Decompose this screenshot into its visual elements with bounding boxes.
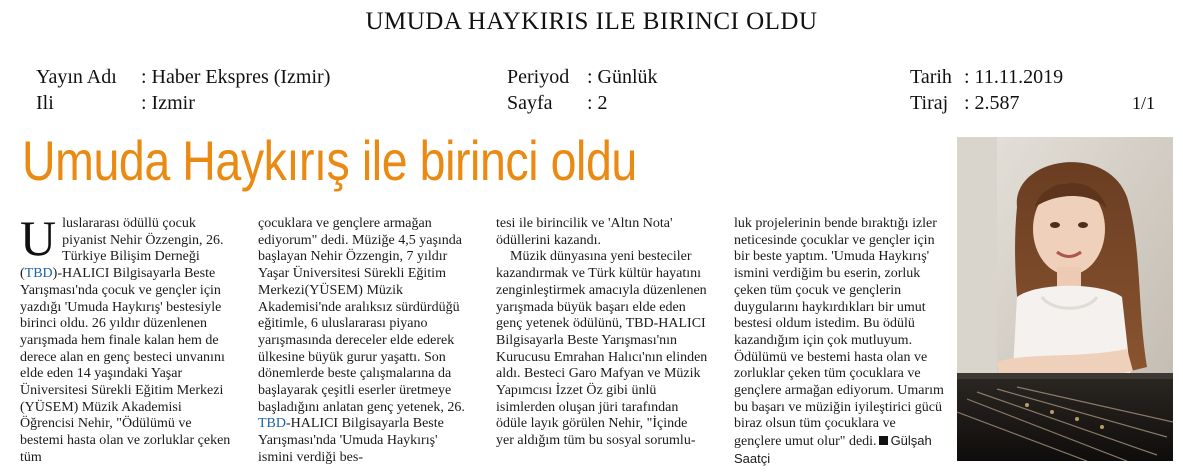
date-value: : 11.11.2019 bbox=[964, 66, 1064, 88]
tbd-highlight: TBD bbox=[258, 416, 286, 432]
page-value: : 2 bbox=[587, 92, 608, 114]
byline: Gülşah Saatçi bbox=[734, 433, 932, 466]
city-label: Ili bbox=[36, 92, 54, 114]
article-paragraph: tesi ile birincilik ve 'Altın Nota' ödüllerini kazandı. bbox=[496, 216, 673, 248]
article-column-4 bbox=[734, 216, 946, 469]
article-column-1 bbox=[20, 210, 232, 467]
article-paragraph bbox=[734, 216, 946, 469]
meta-publication-block bbox=[36, 64, 330, 116]
page-count: 1/1 bbox=[1132, 93, 1156, 113]
col2-text-2b: -HALICI Bilgisayarla Beste Yarışması'nda 'Umuda Haykırış' ismini verdiği bes- bbox=[258, 416, 444, 465]
meta-date bbox=[910, 64, 1063, 90]
city-value: : Izmir bbox=[141, 92, 195, 114]
meta-city bbox=[36, 90, 330, 116]
byline-square-icon bbox=[879, 436, 888, 445]
portrait-illustration bbox=[957, 137, 1173, 461]
drop-cap: U bbox=[20, 210, 57, 266]
period-label: Periyod bbox=[507, 66, 570, 88]
article-headline: Umuda Haykırış ile birinci oldu bbox=[22, 129, 637, 192]
clipping-title: UMUDA HAYKIRIS ILE BIRINCI OLDU bbox=[365, 8, 818, 35]
meta-period-block bbox=[507, 64, 658, 116]
col2-text-2a: Müziğe 4,5 yaşında başlayan Nehir Özzengin, 7 yıldır Yaşar Üniversitesi Sürekli Eğitim Merkezi(YÜSEM) Müzik Akademisi'nde aralıksız sürdürdüğü eğitimle, 6 uluslararası piyano yarışmasında dereceler elde ederek ülkesine büyük gurur yaşattı. Son dönemlerde beste çalışmalarına da başlayarak çeşitli eserler üretmeye başladığını anlatan genç yetenek, 26. bbox=[258, 232, 465, 415]
article-paragraph bbox=[20, 210, 232, 467]
article-column-3 bbox=[496, 216, 708, 450]
circulation-label: Tiraj bbox=[910, 92, 949, 114]
meta-circulation bbox=[910, 90, 1063, 116]
article-column-2 bbox=[258, 216, 470, 467]
tbd-highlight: TBD bbox=[24, 266, 53, 282]
meta-date-block bbox=[910, 64, 1063, 116]
col1-text-b: )-HALICI Bilgisayarla Beste Yarışması'nda çocuk ve gençler için yazdığı 'Umuda Haykırış' bestesiyle birinci oldu. 26 yıldır düzenlenen yarışmada hem finale kalan hem de derece alan en genç besteci unvanını elde eden 14 yaşındaki Yaşar Üniversitesi Sürekli Eğitim Merkezi (YÜSEM) Müzik Akademisi Öğrencisi Nehir, "Ödülümü ve bestemi hasta olan ve zorluklar çeken tüm bbox=[20, 266, 231, 465]
article-paragraph bbox=[258, 216, 470, 467]
meta-page bbox=[507, 90, 658, 116]
article-paragraph: Müzik dünyasına yeni besteciler kazandırmak ve Türk kültür hayatını zenginleştirmek amacıyla düzenlenen yarışmada büyük başarı elde eden genç yetenek ödülünü, TBD-HALICI Bilgisayarla Beste Yarışması'nın Kurucusu Emrahan Halıcı'nın elinden aldı. Besteci Garo Mafyan ve Müzik Yapımcısı İzzet Öz gibi ünlü isimlerden oluşan jüri tarafından ödüle layık görülen Nehir, "İçinde yer aldığım tüm bu sosyal sorumlu- bbox=[496, 249, 708, 449]
circulation-value: : 2.587 bbox=[964, 92, 1020, 114]
meta-publication bbox=[36, 64, 330, 90]
publication-value: : Haber Ekspres (Izmir) bbox=[141, 66, 331, 88]
col1-text-a: luslararası ödüllü çocuk piyanist Nehir Özzengin, 26. Türkiye Bilişim Derneği ( bbox=[20, 216, 224, 282]
col2-text-1: çocuklara ve gençlere armağan ediyorum" dedi. bbox=[258, 216, 432, 248]
article-photo bbox=[957, 137, 1173, 461]
page-label: Sayfa bbox=[507, 92, 553, 114]
meta-period bbox=[507, 64, 658, 90]
col4-text: luk projelerinin bende bıraktığı izler neticesinde çocuklar ve gençler için bir beste yaptım. 'Umuda Haykırış' ismini verdiğim bu eserin, zorluk çeken tüm çocuk ve gençlerin duygularını haykırdıkları bir umut bestesi oldum istedim. Bu ödülü kazandığım için çok mutluyum. Ödülümü ve bestemi hasta olan ve zorluklar çeken tüm çocuklara ve gençlere armağan ediyorum. Umarım bu başarı ve müziğin iyileştirici gücü biraz olsun tüm çocuklara ve gençlere umut olur" dedi. bbox=[734, 216, 944, 450]
date-label: Tarih bbox=[910, 66, 952, 88]
publication-label: Yayın Adı bbox=[36, 66, 117, 88]
period-value: : Günlük bbox=[587, 66, 658, 88]
